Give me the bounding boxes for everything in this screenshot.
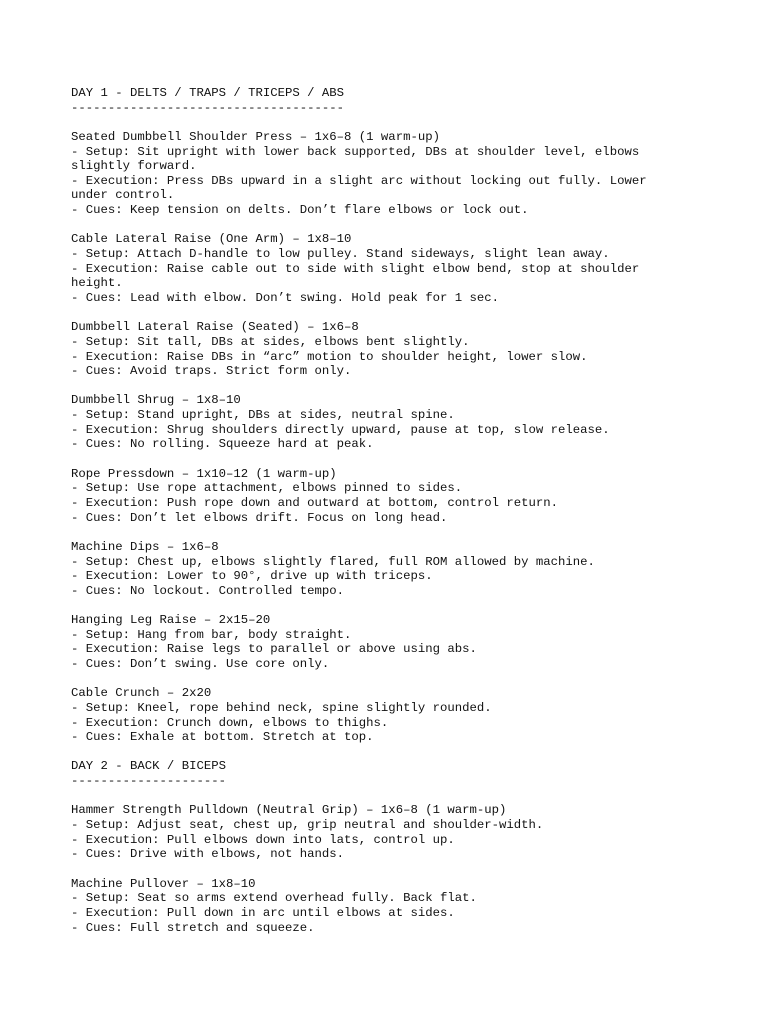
setup-line: - Setup: Seat so arms extend overhead fully. Back flat. [71, 891, 477, 906]
exercise-title: Cable Crunch – 2x20 [71, 686, 212, 701]
cues-line: - Cues: No lockout. Controlled tempo. [71, 583, 345, 598]
cues-line: - Cues: Exhale at bottom. Stretch at top. [71, 730, 374, 745]
blank-line [71, 525, 761, 540]
setup-line: - Setup: Kneel, rope behind neck, spine slightly rounded. [71, 700, 492, 715]
cues-line: - Cues: Keep tension on delts. Don’t flare elbows or lock out. [71, 203, 529, 218]
blank-line [71, 115, 761, 130]
execution-line: - Execution: Raise cable out to side with slight elbow bend, stop at shoulder [71, 261, 640, 276]
blank-line [71, 672, 761, 687]
blank-line [71, 306, 761, 321]
execution-line: - Execution: Push rope down and outward at bottom, control return. [71, 495, 559, 510]
blank-line [71, 598, 761, 613]
day-heading: DAY 1 - DELTS / TRAPS / TRICEPS / ABS [71, 86, 345, 100]
cues-line: - Cues: Don’t let elbows drift. Focus on long head. [71, 510, 448, 525]
blank-line [71, 452, 761, 467]
cues-line: - Cues: Drive with elbows, not hands. [71, 847, 345, 862]
cues-line: - Cues: Avoid traps. Strict form only. [71, 364, 352, 379]
execution-line: - Execution: Raise DBs in “arc” motion to shoulder height, lower slow. [71, 349, 588, 364]
exercise-title: Hammer Strength Pulldown (Neutral Grip) – 1x6–8 (1 warm-up) [71, 803, 507, 818]
execution-line: - Execution: Crunch down, elbows to thighs. [71, 715, 389, 730]
setup-line: - Setup: Adjust seat, chest up, grip neutral and shoulder-width. [71, 818, 544, 833]
text-line: under control. [71, 188, 175, 203]
setup-line: - Setup: Stand upright, DBs at sides, neutral spine. [71, 408, 455, 423]
exercise-title: Dumbbell Shrug – 1x8–10 [71, 393, 241, 408]
setup-line: - Setup: Sit tall, DBs at sides, elbows bent slightly. [71, 334, 470, 349]
heading-underline: --------------------- [71, 774, 226, 789]
exercise-title: Dumbbell Lateral Raise (Seated) – 1x6–8 [71, 320, 359, 335]
blank-line [71, 745, 761, 760]
execution-line: - Execution: Pull down in arc until elbows at sides. [71, 905, 455, 920]
blank-line [71, 789, 761, 804]
exercise-title: Machine Pullover – 1x8–10 [71, 876, 256, 891]
setup-line: - Setup: Attach D-handle to low pulley. Stand sideways, slight lean away. [71, 247, 610, 262]
execution-line: - Execution: Lower to 90°, drive up with triceps. [71, 569, 433, 584]
setup-line: - Setup: Hang from bar, body straight. [71, 627, 352, 642]
cues-line: - Cues: No rolling. Squeeze hard at peak. [71, 437, 374, 452]
setup-line: - Setup: Sit upright with lower back supported, DBs at shoulder level, elbows [71, 144, 640, 159]
blank-line [71, 218, 761, 233]
execution-line: - Execution: Raise legs to parallel or above using abs. [71, 642, 477, 657]
exercise-title: Rope Pressdown – 1x10–12 (1 warm-up) [71, 466, 337, 481]
blank-line [71, 379, 761, 394]
blank-line [71, 862, 761, 877]
execution-line: - Execution: Press DBs upward in a slight arc without locking out fully. Lower [71, 173, 647, 188]
cues-line: - Cues: Full stretch and squeeze. [71, 920, 315, 935]
setup-line: - Setup: Chest up, elbows slightly flared, full ROM allowed by machine. [71, 554, 595, 569]
exercise-title: Machine Dips – 1x6–8 [71, 539, 219, 554]
exercise-title: Seated Dumbbell Shoulder Press – 1x6–8 (1 warm-up) [71, 129, 440, 144]
cues-line: - Cues: Lead with elbow. Don’t swing. Hold peak for 1 sec. [71, 290, 500, 305]
text-line: height. [71, 276, 123, 291]
exercise-title: Hanging Leg Raise – 2x15–20 [71, 613, 271, 628]
cues-line: - Cues: Don’t swing. Use core only. [71, 656, 330, 671]
execution-line: - Execution: Pull elbows down into lats, control up. [71, 832, 455, 847]
exercise-title: Cable Lateral Raise (One Arm) – 1x8–10 [71, 232, 352, 247]
heading-underline: ------------------------------------- [71, 100, 345, 115]
document-page [71, 86, 761, 935]
text-line: slightly forward. [71, 159, 197, 174]
setup-line: - Setup: Use rope attachment, elbows pinned to sides. [71, 481, 463, 496]
execution-line: - Execution: Shrug shoulders directly upward, pause at top, slow release. [71, 422, 610, 437]
day-heading: DAY 2 - BACK / BICEPS [71, 759, 226, 774]
